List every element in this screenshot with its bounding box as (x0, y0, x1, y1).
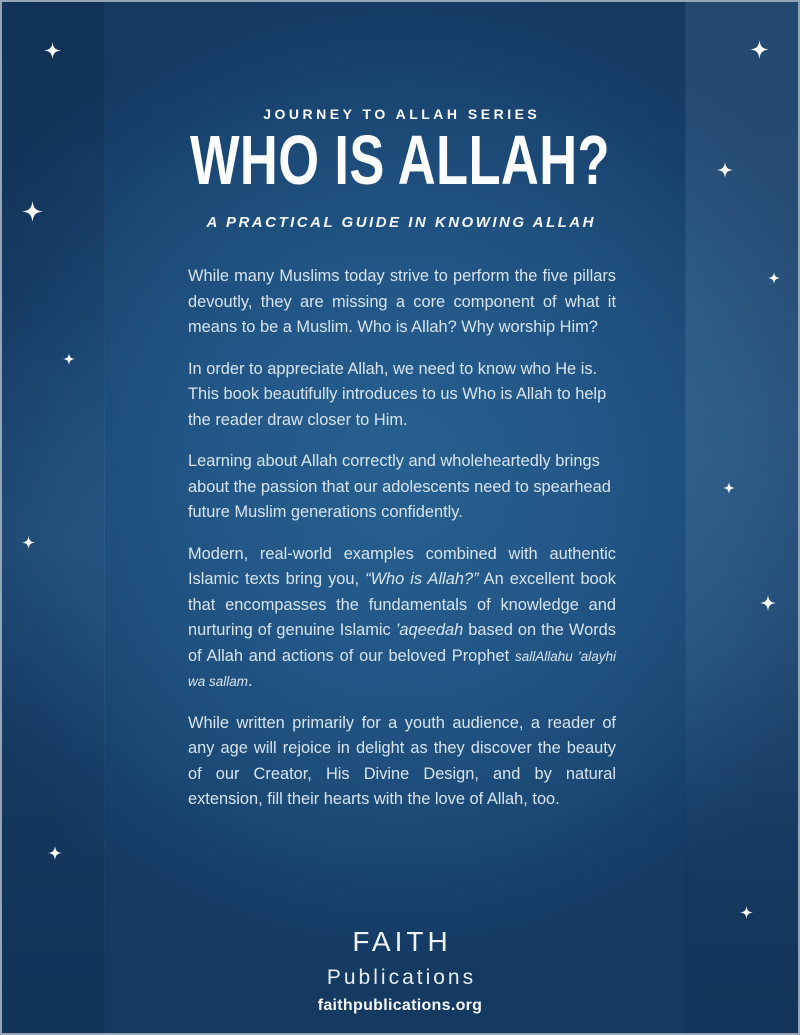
sparkle-star-icon (750, 40, 769, 59)
book-title (2, 121, 798, 201)
sparkle-star-icon (768, 272, 780, 284)
blurb-text: Learning about Allah correctly and wholeheartedly brings about the passion that our adolescents need to spearhead future Muslim generations confidently. (188, 452, 611, 521)
sparkle-star-icon (723, 482, 735, 494)
book-title-text: WHO IS ALLAH? (190, 121, 610, 199)
publisher-name: Publications (326, 966, 477, 989)
title-block (2, 106, 798, 231)
blurb-text: This book beautifully introduces to us Who is Allah to help the reader draw closer to Him. (188, 385, 607, 429)
blurb-text: In order to appreciate Allah, we need to know who He is. (188, 359, 598, 378)
book-subtitle: A PRACTICAL GUIDE IN KNOWING ALLAH (206, 214, 596, 231)
blurb-paragraph (188, 264, 616, 341)
blurb-text: While many Muslims today strive to perform the five pillars devoutly, they are missing a core component of what it means to be a Muslim. Who is Allah? Why worship Him? (188, 267, 616, 336)
blurb-paragraph (188, 711, 616, 813)
blurb-paragraph (188, 357, 616, 434)
sparkle-star-icon (22, 536, 35, 549)
back-cover-blurb (188, 264, 616, 813)
publisher-brand: FAITH (352, 926, 452, 957)
blurb-emphasis-text: ’aqeedah (395, 621, 464, 639)
blurb-text: While written primarily for a youth audience, a reader of any age will rejoice in delight as they discover the beauty of our Creator, His Divine Design, and by natural extension, fill their hearts with the love of Allah, too. (188, 713, 616, 808)
blurb-paragraph (188, 449, 616, 526)
blurb-text: Modern, real-world examples combined with authentic Islamic texts bring you, (188, 544, 616, 588)
blurb-emphasis-text: sallAllahu ’alayhi wa sallam (188, 648, 616, 689)
sparkle-star-icon (44, 42, 61, 59)
publisher-website-url: faithpublications.org (317, 997, 483, 1014)
blurb-emphasis-text: “Who is Allah?” (365, 570, 479, 588)
publisher-block (2, 926, 798, 1015)
sparkle-star-icon (760, 595, 776, 611)
sparkle-star-icon (740, 906, 753, 919)
blurb-text: . (248, 672, 253, 690)
blurb-text: An excellent book that encompasses the fundamentals of knowledge and nurturing of genuine Islamic (188, 570, 616, 639)
series-label: JOURNEY TO ALLAH SERIES (263, 106, 541, 122)
blurb-text: based on the Words of Allah and actions of our beloved Prophet (188, 621, 616, 665)
blurb-paragraph (188, 542, 616, 695)
sparkle-star-icon (63, 353, 75, 365)
sparkle-star-icon (48, 846, 62, 860)
